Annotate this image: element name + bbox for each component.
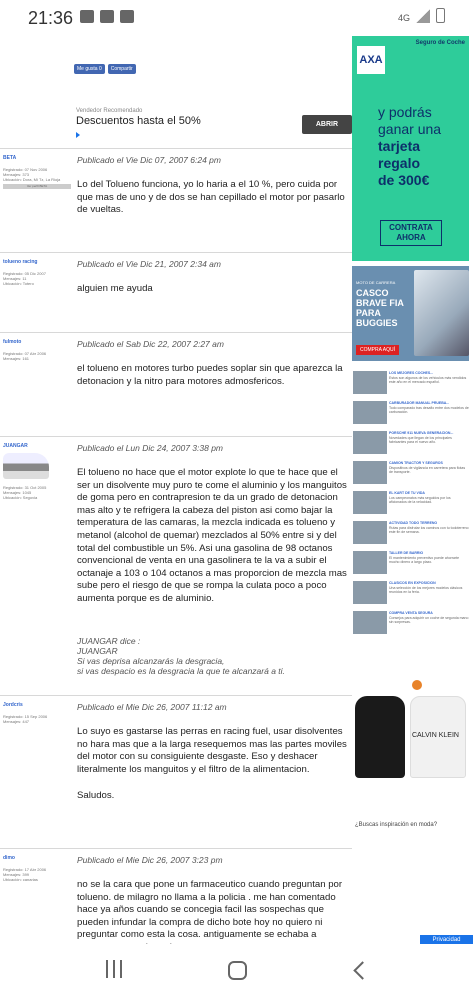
author-avatar (3, 453, 49, 479)
news-thumbnail (353, 431, 387, 454)
news-title: CARBURADOR MANUAL PRUEBA... (389, 401, 450, 405)
author-registered: Registrado: 07 Abr 2006 (3, 351, 47, 356)
sidebar-ads (352, 36, 473, 944)
news-title: TALLER DE BARRIO (389, 551, 424, 555)
ad-headline: CASCO BRAVE FIA PARA BUGGIES (356, 288, 404, 328)
post (0, 252, 352, 332)
android-nav-bar (0, 944, 473, 1000)
like-button[interactable]: Me gusta 0 (74, 64, 105, 74)
ad-choices-icon[interactable] (76, 132, 80, 138)
author-name[interactable]: fulmoto (3, 339, 22, 345)
news-title: COMPRA VENTA SEGURA (389, 611, 433, 615)
author-name[interactable]: JUANGAR (3, 443, 28, 449)
news-item[interactable] (352, 489, 469, 517)
author-meta (3, 485, 71, 500)
news-title: CAMION TRACTOR Y SEGUROS (389, 461, 443, 465)
signature-line: JUANGAR dice : (77, 635, 141, 646)
news-snippet: Los campeonatos más seguidos por los aficionados de la velocidad. (389, 495, 451, 504)
author-messages: Mensajes: 1045 (3, 490, 32, 495)
author-meta (3, 351, 71, 361)
post-date: Publicado el Lun Dic 24, 2007 3:38 pm (77, 443, 224, 453)
post-date: Publicado el Sab Dic 22, 2007 2:27 am (77, 339, 224, 349)
post-body (77, 149, 349, 217)
post-body (77, 849, 349, 955)
signature-line: Si vas deprisa alcanzarás la desgracia, (77, 655, 225, 666)
author-messages: Mensajes: 447 (3, 719, 30, 724)
news-item[interactable] (352, 429, 469, 457)
author-location: Ubicación: Dora, Mi Tz, La Rioja (3, 177, 61, 182)
author-meta (3, 271, 71, 286)
post-author (3, 855, 71, 882)
post (0, 695, 352, 848)
post-author (3, 702, 71, 724)
ad-line: y podrás (378, 104, 432, 120)
news-item[interactable] (352, 549, 469, 577)
post (0, 148, 352, 252)
post-signoff: Saludos. (77, 790, 115, 802)
news-snippet: Consejos para adquirir un coche de segunda mano sin sorpresas. (389, 615, 469, 624)
author-registered: Registrado: 07 Nov 2006 (3, 167, 48, 172)
recents-icon[interactable] (106, 960, 124, 980)
news-text (389, 521, 469, 535)
social-buttons (74, 64, 136, 74)
news-item[interactable] (352, 369, 469, 397)
ad-caption[interactable]: ¿Buscas inspiración en moda? (355, 822, 438, 828)
insurance-ad[interactable] (352, 36, 469, 261)
status-bar (0, 0, 473, 36)
news-thumbnail (353, 491, 387, 514)
gallery-icon (80, 10, 94, 23)
news-item[interactable] (352, 399, 469, 427)
privacy-button[interactable]: Privacidad (420, 935, 473, 945)
news-title: PORSCHE 911 NUEVA GENERACION... (389, 431, 454, 435)
share-button[interactable]: Compartir (108, 64, 136, 74)
author-meta (3, 867, 71, 882)
post-text: El tolueno no hace que el motor explote lo que te hace que el ser un disolvente muy puro te come el aluminio y los manguitos de goma pero en contrapresion te da un grado de detonacion mas alto y te refrigera la cabeza del piston asi como bajar la temperatura de las camaras, la mezcla indicada es tolueno y metanol (alcohol de quemar) mezclados al 50% entre si y del total del combustible un 5%. Asi una gasolina de 98 octanos convencional de venta en una gasolinera te la va a subir el octanaje a 103 o 104 octanos a mas proporcion de mezcla mas sube pero el riesgo de que se rompa la culata poco a poco aumenta porque es de aluminio. (77, 467, 347, 604)
news-snippet: Todo comparado tras desafio entre dos modelos de carburación. (389, 405, 469, 414)
ad-brand-print: CALVIN KLEIN (412, 732, 459, 739)
author-registered: Registrado: 17 Abr 2006 (3, 867, 47, 872)
post-date: Publicado el Vie Dic 21, 2007 2:34 am (77, 259, 221, 269)
status-time: 21:36 (28, 8, 74, 28)
ad-title[interactable]: Descuentos hasta el 50% (76, 115, 201, 127)
news-text (389, 401, 469, 415)
post-text: el tolueno en motores turbo puedes soplar sin que aparezca la detonacion y la nitro para motores admosfericos. (77, 363, 343, 387)
ad-brand: Seguro de Coche (415, 40, 465, 46)
author-registered: Registrado: 31 Oct 2005 (3, 485, 47, 490)
news-text (389, 461, 469, 475)
news-thumbnail (353, 521, 387, 544)
author-location: Ubicación: Totero (3, 281, 34, 286)
contract-now-button[interactable] (380, 220, 442, 246)
news-snippet: Rutas para disfrutar los caminos con tu todoterreno este fin de semana. (389, 525, 469, 534)
news-item[interactable] (352, 519, 469, 547)
post-body (77, 333, 349, 388)
author-name[interactable]: dimo (3, 855, 15, 861)
page (0, 36, 473, 944)
news-snippet: El mantenimiento preventivo puede ahorrarte mucho dinero a largo plazo. (389, 555, 460, 564)
post (0, 332, 352, 436)
buy-here-button[interactable]: COMPRA AQUÍ (356, 345, 399, 355)
black-jacket-image (355, 696, 405, 778)
fashion-ad[interactable] (352, 644, 469, 844)
news-text (389, 581, 469, 595)
news-item[interactable] (352, 459, 469, 487)
news-snippet: Estos son algunos de los vehículos más vendidos este año en el mercado español. (389, 375, 467, 384)
post-text: alguien me ayuda (77, 283, 153, 294)
message-icon (100, 10, 114, 23)
app-icon (120, 10, 134, 23)
news-title: EL KART DE TU VIDA (389, 491, 425, 495)
news-title: ACTIVIDAD TODO TERRENO (389, 521, 438, 525)
signature-line: JUANGAR (77, 645, 118, 656)
status-notification-icons (80, 10, 134, 23)
news-title: CLASICOS EN EXPOSICION (389, 581, 436, 585)
news-thumbnail (353, 551, 387, 574)
post-date: Publicado el Vie Dic 07, 2007 6:24 pm (77, 155, 221, 165)
ad-open-button[interactable]: ABRIR (302, 115, 352, 134)
author-messages: Mensajes: 161 (3, 356, 30, 361)
news-thumbnail (353, 371, 387, 394)
post-date: Publicado el Mie Dic 26, 2007 3:23 pm (77, 855, 223, 865)
post-body (77, 437, 349, 676)
news-text (389, 371, 469, 385)
news-thumbnail (353, 581, 387, 604)
author-messages: Mensajes: 373 (3, 172, 30, 177)
post-body (77, 253, 349, 296)
news-thumbnail (353, 461, 387, 484)
ad-vendor: Vendedor Recomendado (76, 108, 143, 114)
signature-line: si vas despacio es la desgracia la que te alcanzará a ti. (77, 665, 285, 676)
author-messages: Mensajes: 399 (3, 872, 30, 877)
author-registered: Registrado: 15 Sep 2006 (3, 714, 48, 719)
author-registered: Registrado: 05 Dic 2007 (3, 271, 46, 276)
author-name[interactable]: tolueno racing (3, 259, 38, 265)
cta-line: AHORA (396, 233, 426, 242)
cta-line: CONTRATA (389, 223, 433, 232)
author-location: Ubicación: canarias (3, 877, 38, 882)
battery-icon (436, 8, 445, 23)
news-title: LOS MEJORES COCHES... (389, 371, 434, 375)
news-text (389, 611, 469, 625)
home-icon[interactable] (228, 961, 247, 980)
news-item[interactable] (352, 609, 469, 637)
post-author (3, 259, 71, 286)
ad-kicker: MOTO DE CARRERA (356, 280, 396, 285)
news-text (389, 491, 469, 505)
author-meta (3, 714, 71, 724)
post-body (77, 696, 349, 803)
author-location: Ubicación: Segovia (3, 495, 38, 500)
news-snippet: Una selección de los mejores modelos clásicos reunidos en la feria. (389, 585, 463, 594)
post-author (3, 155, 71, 189)
news-snippet: Novedades que llegan de los principales fabricantes para el nuevo año. (389, 435, 452, 444)
signal-icon (416, 9, 430, 23)
ad-line: de 300€ (378, 172, 430, 188)
top-ad[interactable] (76, 108, 352, 146)
ad-copy (378, 104, 468, 189)
news-item[interactable] (352, 579, 469, 607)
ad-line: regalo (378, 155, 421, 171)
helmet-ad[interactable] (352, 266, 469, 361)
post-text: Lo del Tolueno funciona, yo lo haria a el 10 %, pero cuida por que mas de uno y de dos se han cepillado el motor por pasarlo de vueltas. (77, 179, 345, 216)
news-snippet: Dispositivos de vigilancia en carretera para flotas de transporte. (389, 465, 466, 474)
discount-tag-icon (412, 680, 422, 690)
post-author (3, 339, 71, 361)
news-thumbnail (353, 611, 387, 634)
axa-logo: AXA (357, 46, 385, 74)
ad-photo (414, 270, 469, 356)
author-meta (3, 167, 71, 182)
author-name[interactable]: Jordcris (3, 702, 23, 708)
back-icon[interactable] (353, 961, 371, 979)
network-label: 4G (397, 13, 410, 23)
news-thumbnail (353, 401, 387, 424)
post-date: Publicado el Mie Dic 26, 2007 11:12 am (77, 702, 227, 712)
news-text (389, 431, 469, 445)
author-messages: Mensajes: 11 (3, 276, 27, 281)
ad-line: tarjeta (378, 138, 421, 154)
post-text: no se la cara que pone un farmaceutico cuando preguntan por tolueno. de milagro no llama a la policia . me han comentado hace ya años cuando se concegia facil las sospechas que pueden infundar la compra de dicho bote hoy no quiero ni preguntar como esta la cosa. antiguamente se echaba a (77, 879, 343, 941)
news-text (389, 551, 469, 565)
post (0, 436, 352, 695)
post-text: Lo suyo es gastarse las perras en racing fuel, usar disolventes no hara mas que a la larga resequemos mas las partes moviles del motor con su consiguiente desgaste. Eso y deshacer literalmente los manguitos y el filtro de la alimentacion. (77, 726, 347, 775)
status-right (398, 8, 445, 23)
author-badge: Ver perfil BETA (3, 184, 71, 189)
post-author (3, 443, 71, 500)
signature (77, 636, 349, 676)
author-name[interactable]: BETA (3, 155, 17, 161)
ad-line: ganar una (378, 121, 442, 137)
